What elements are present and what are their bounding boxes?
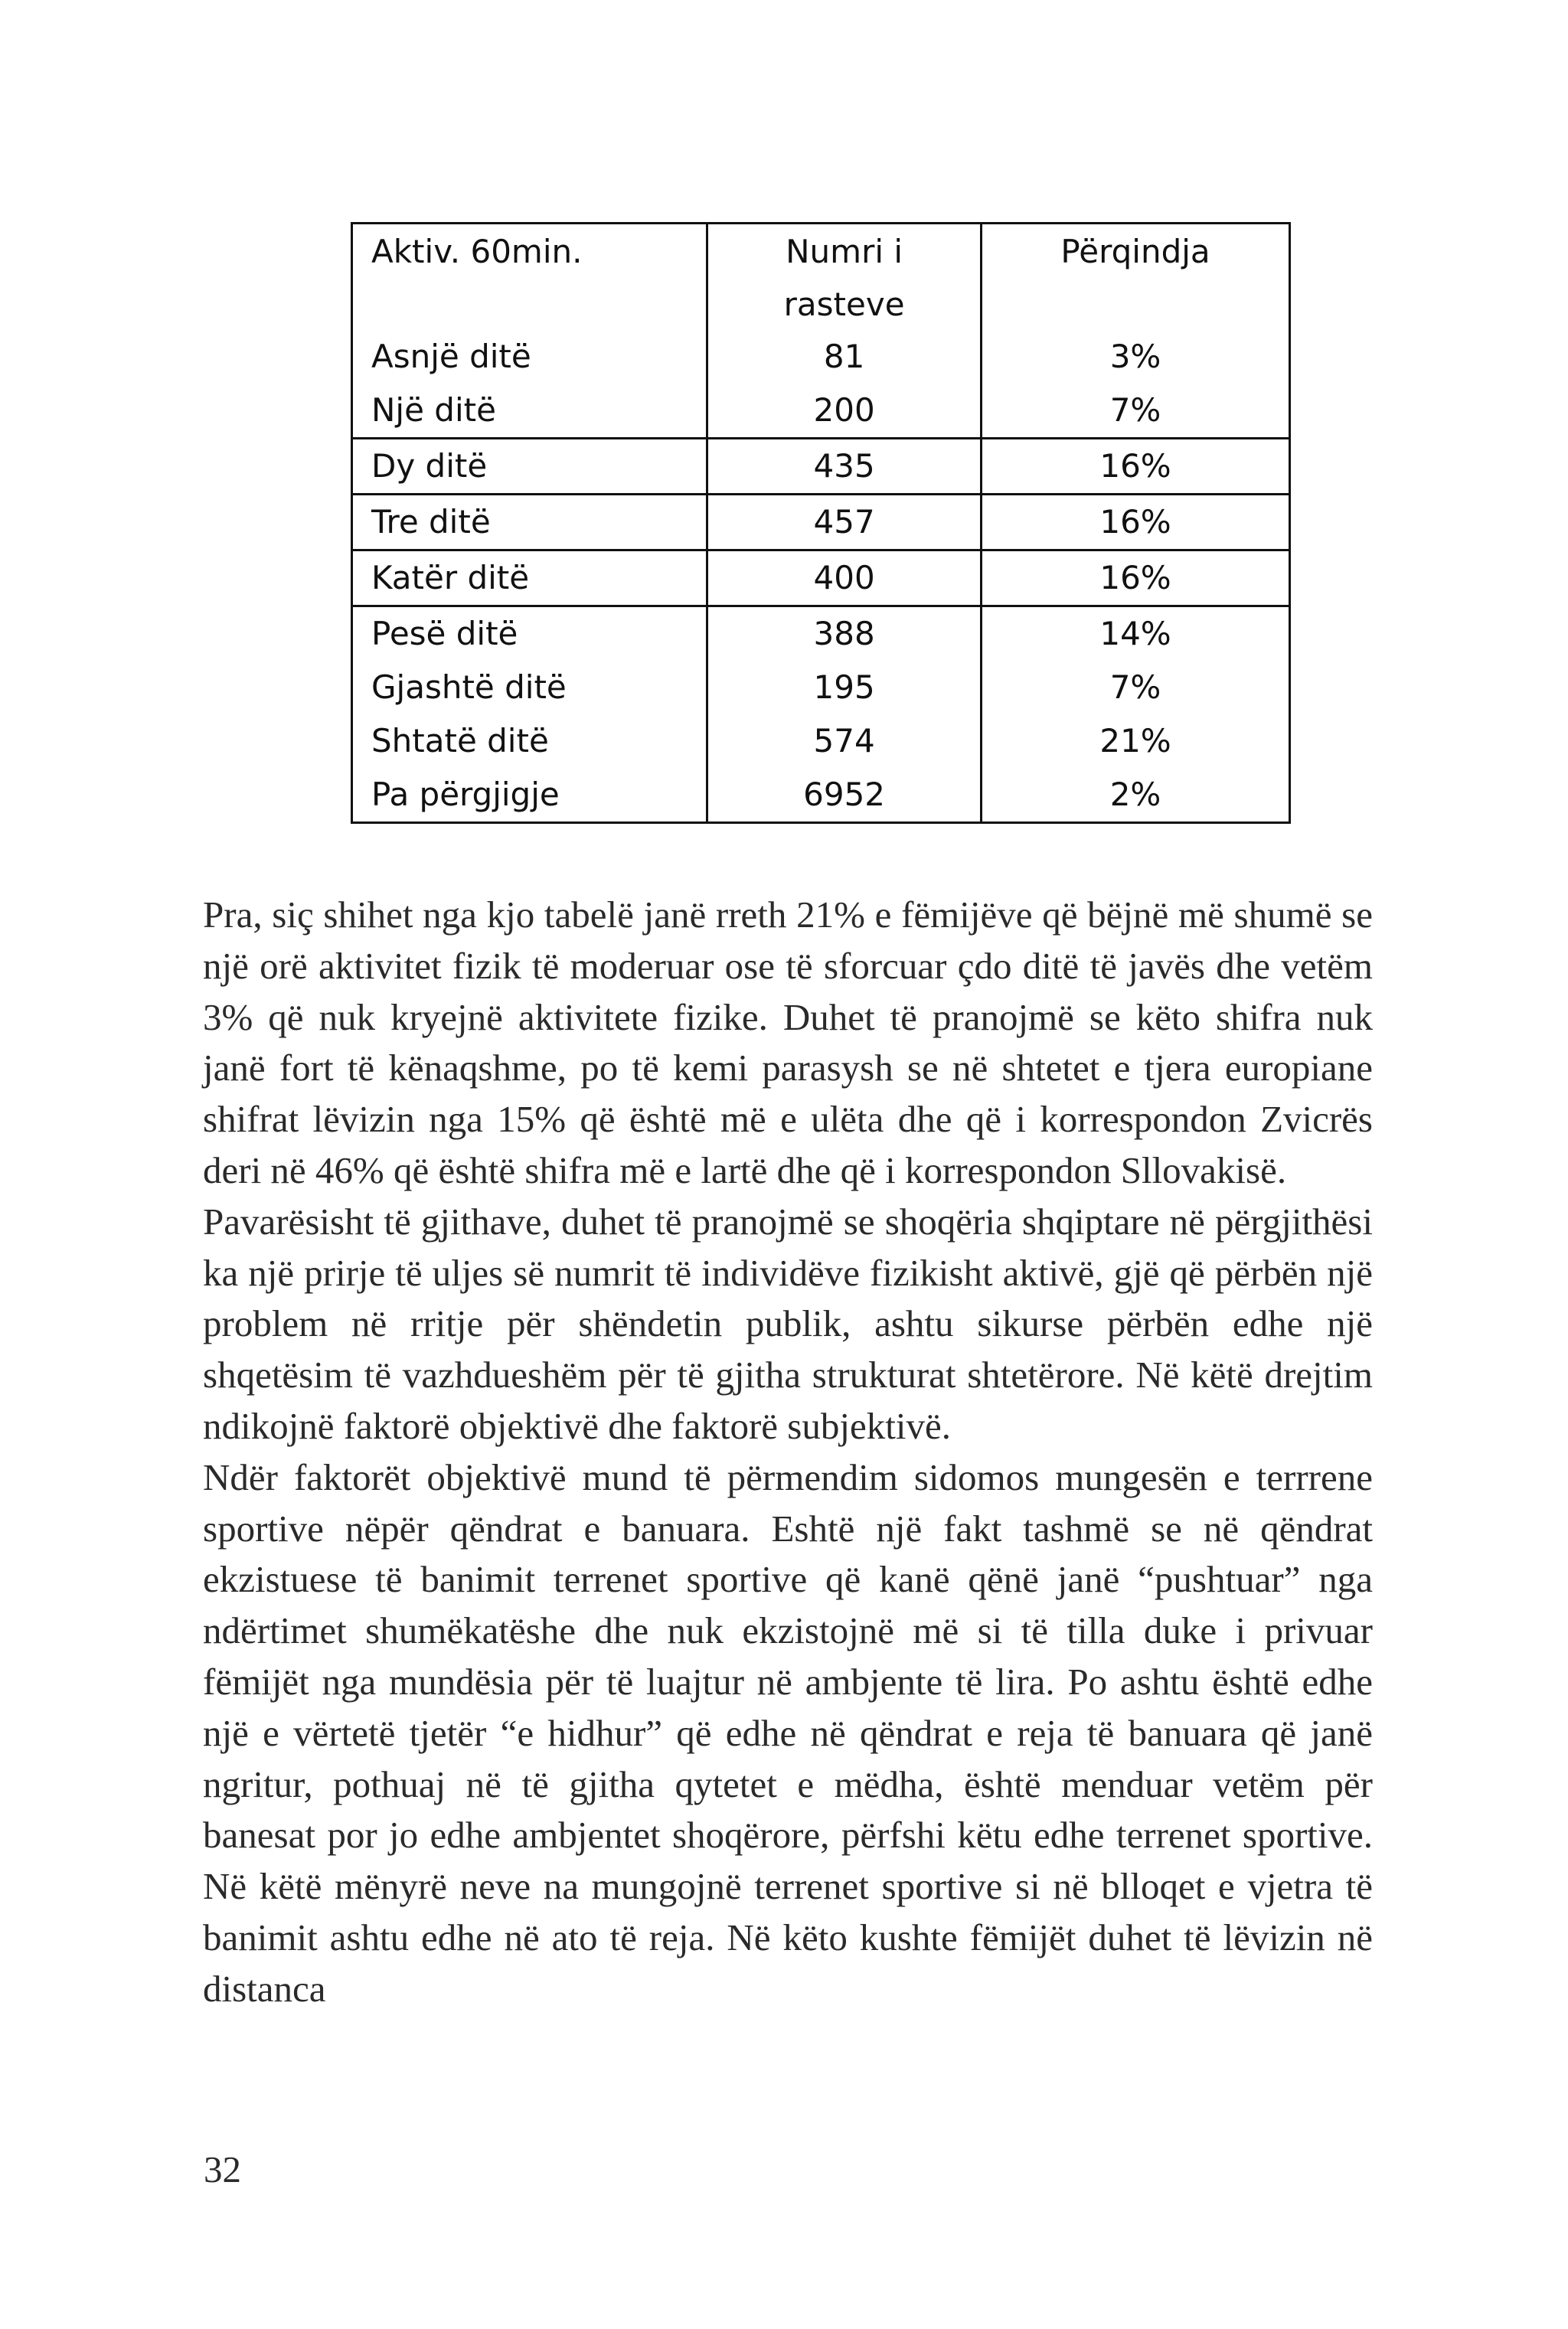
table-row xyxy=(352,714,1290,768)
paragraph: Ndër faktorët objektivë mund të përmendim sidomos mungesën e terrrene sportive nëpër qëndrat e banuara. Eshtë një fakt tashmë se në qëndrat ekzistuese të banimit terrenet sportive që kanë qënë janë “pushtuar” nga ndërtimet shumëkatëshe dhe nuk ekzistojnë më si të tilla duke i privuar fëmijët nga mundësia për të luajtur në ambjente të lira. Po ashtu është edhe një e vërtetë tjetër “e hidhur” që edhe në qëndrat e reja të banuara që janë ngritur, pothuaj në të gjitha qytetet e mëdha, është menduar vetëm për banesat por jo edhe ambjentet shoqërore, përfshi këtu edhe terrenet sportive. Në këtë mënyrë neve na mungojnë terrenet sportive si në blloqet e vjetra të banimit ashtu edhe në ato të reja. Në këto kushte fëmijët duhet të lëvizin në distanca xyxy=(203,1455,1373,2010)
row-percent: 14% xyxy=(982,606,1290,661)
row-percent: 21% xyxy=(982,714,1290,768)
row-label: Tre ditë xyxy=(352,495,707,550)
row-label: Pesë ditë xyxy=(352,606,707,661)
row-count: 457 xyxy=(707,495,982,550)
paragraph: Pavarësisht të gjithave, duhet të pranojmë se shoqëria shqiptare në përgjithësi ka një prirje të uljes së numrit të individëve fizikisht aktivë, gjë që përbën një problem në rritje për shëndetin publik, ashtu sikurse përbën edhe një shqetësim të vazhdueshëm për të gjitha strukturat shtetërore. Në këtë drejtim ndikojnë faktorë objektivë dhe faktorë subjektivë. xyxy=(203,1200,1373,1447)
row-count: 195 xyxy=(707,661,982,714)
table-row xyxy=(352,330,1290,384)
row-count: 574 xyxy=(707,714,982,768)
header-count-line1: Numri i xyxy=(707,224,982,280)
table-row xyxy=(352,661,1290,714)
row-label: Katër ditë xyxy=(352,550,707,606)
table-row xyxy=(352,439,1290,495)
activity-table xyxy=(351,222,1291,824)
row-label: Një ditë xyxy=(352,384,707,439)
row-percent: 16% xyxy=(982,550,1290,606)
row-label: Pa përgjigje xyxy=(352,768,707,823)
page-number: 32 xyxy=(204,2148,241,2190)
row-label: Asnjë ditë xyxy=(352,330,707,384)
header-activity: Aktiv. 60min. xyxy=(352,224,707,280)
body-text xyxy=(203,890,1373,2015)
table-header-row-2 xyxy=(352,279,1290,330)
row-percent: 7% xyxy=(982,661,1290,714)
table-row xyxy=(352,550,1290,606)
table-row xyxy=(352,384,1290,439)
row-percent: 3% xyxy=(982,330,1290,384)
row-percent: 16% xyxy=(982,495,1290,550)
row-percent: 16% xyxy=(982,439,1290,495)
table-row xyxy=(352,495,1290,550)
row-count: 81 xyxy=(707,330,982,384)
table-header-row xyxy=(352,224,1290,280)
row-count: 400 xyxy=(707,550,982,606)
row-count: 200 xyxy=(707,384,982,439)
row-label: Gjashtë ditë xyxy=(352,661,707,714)
row-label: Dy ditë xyxy=(352,439,707,495)
row-count: 388 xyxy=(707,606,982,661)
row-count: 435 xyxy=(707,439,982,495)
row-percent: 2% xyxy=(982,768,1290,823)
row-label: Shtatë ditë xyxy=(352,714,707,768)
row-count: 6952 xyxy=(707,768,982,823)
header-percent: Përqindja xyxy=(982,224,1290,280)
table-row xyxy=(352,606,1290,661)
header-count-line2: rasteve xyxy=(707,279,982,330)
row-percent: 7% xyxy=(982,384,1290,439)
table-row xyxy=(352,768,1290,823)
paragraph: Pra, siç shihet nga kjo tabelë janë rreth 21% e fëmijëve që bëjnë më shumë se një orë aktivitet fizik të moderuar ose të sforcuar çdo ditë të javës dhe vetëm 3% që nuk kryejnë aktivitete fizike. Duhet të pranojmë se këto shifra nuk janë fort të kënaqshme, po të kemi parasysh se në shtetet e tjera europiane shifrat lëvizin nga 15% që është më e ulëta dhe që i korrespondon Zvicrës deri në 46% që është shifra më e lartë dhe që i korrespondon Sllovakisë. xyxy=(203,893,1373,1191)
